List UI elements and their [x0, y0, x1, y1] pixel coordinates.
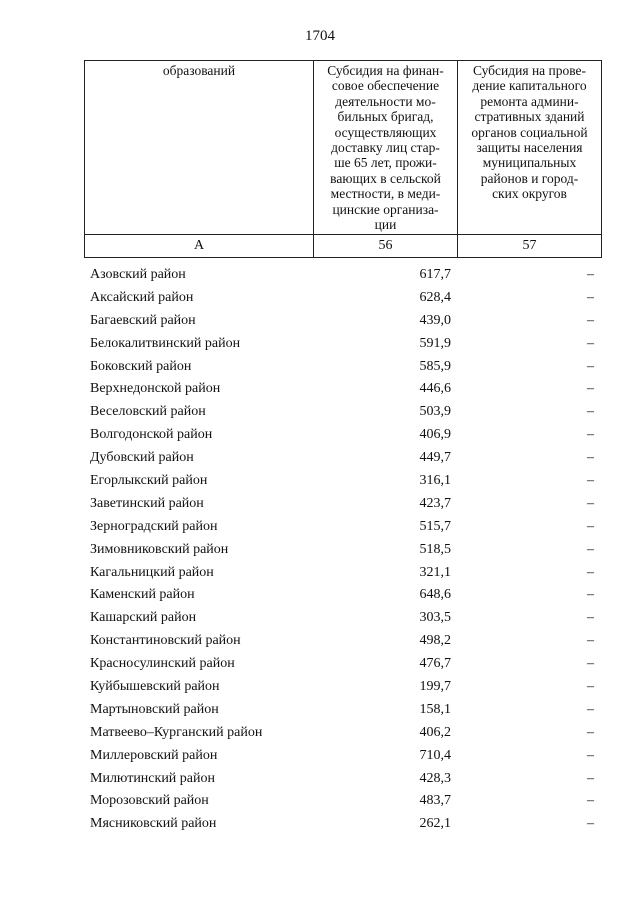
column-numbering-row — [85, 235, 602, 258]
value-col-56: 199,7 — [419, 679, 451, 695]
value-col-57: – — [587, 770, 594, 786]
municipality-name: Кагальницкий район — [90, 564, 214, 580]
table-row — [0, 401, 640, 424]
municipality-name: Зерноградский район — [90, 518, 218, 534]
value-col-57: – — [587, 724, 594, 740]
municipality-name: Азовский район — [90, 267, 186, 282]
table-row — [0, 813, 640, 836]
table-body — [0, 264, 640, 836]
value-col-56: 518,5 — [419, 541, 451, 557]
value-col-56: 439,0 — [419, 312, 451, 328]
table-row — [0, 287, 640, 310]
table-row — [0, 630, 640, 653]
value-col-56: 628,4 — [419, 289, 451, 305]
value-col-57: – — [587, 450, 594, 466]
municipality-name: Морозовский район — [90, 793, 209, 809]
municipality-name: Заветинский район — [90, 495, 204, 511]
municipality-name: Багаевский район — [90, 312, 196, 328]
value-col-56: 316,1 — [419, 473, 451, 489]
municipality-name: Красносулинский район — [90, 656, 235, 672]
value-col-56: 591,9 — [419, 335, 451, 351]
value-col-56: 428,3 — [419, 770, 451, 786]
municipality-name: Каменский район — [90, 587, 195, 603]
value-col-56: 406,2 — [419, 724, 451, 740]
table-row — [0, 722, 640, 745]
header-cell-57 — [458, 61, 602, 235]
municipality-name: Дубовский район — [90, 450, 194, 466]
value-col-56: 585,9 — [419, 358, 451, 374]
value-col-56: 303,5 — [419, 610, 451, 626]
municipality-name: Мартыновский район — [90, 701, 219, 717]
value-col-57: – — [587, 541, 594, 557]
table-row — [0, 493, 640, 516]
value-col-57: – — [587, 587, 594, 603]
value-col-57: – — [587, 564, 594, 580]
value-col-57: – — [587, 335, 594, 351]
value-col-56: 648,6 — [419, 587, 451, 603]
value-col-57: – — [587, 656, 594, 672]
page-number: 1704 — [305, 28, 335, 44]
header-56-label: Субсидия на финан- совое обеспечение деятельности мо- бильных бригад, осуществляющих доставку лиц стар- ше 65 лет, прожи- вающих в сельской местности, в меди- цинские организа- ции — [327, 63, 444, 233]
header-cell-municipality — [85, 61, 314, 235]
table-row — [0, 653, 640, 676]
value-col-57: – — [587, 289, 594, 305]
value-col-57: – — [587, 358, 594, 374]
value-col-57: – — [587, 381, 594, 397]
value-col-56: 617,7 — [419, 267, 451, 282]
municipality-name: Веселовский район — [90, 404, 206, 420]
municipality-name: Волгодонской район — [90, 427, 213, 443]
value-col-56: 423,7 — [419, 495, 451, 511]
municipality-name: Боковский район — [90, 358, 192, 374]
value-col-57: – — [587, 793, 594, 809]
municipality-name: Белокалитвинский район — [90, 335, 241, 351]
municipality-name: Егорлыкский район — [90, 473, 208, 489]
table-row — [0, 745, 640, 768]
value-col-57: – — [587, 679, 594, 695]
column-number-a: А — [85, 235, 314, 258]
municipality-name: Константиновский район — [90, 633, 241, 649]
column-number-57: 57 — [458, 235, 602, 258]
table-row — [0, 378, 640, 401]
table-row — [0, 356, 640, 379]
value-col-56: 498,2 — [419, 633, 451, 649]
table-row — [0, 424, 640, 447]
table-row — [0, 768, 640, 791]
value-col-57: – — [587, 312, 594, 328]
table-row — [0, 790, 640, 813]
table-row — [0, 539, 640, 562]
table-header — [84, 60, 602, 258]
municipality-name: Милютинский район — [90, 770, 216, 786]
value-col-57: – — [587, 816, 594, 832]
value-col-57: – — [587, 610, 594, 626]
header-cell-56 — [314, 61, 458, 235]
value-col-57: – — [587, 701, 594, 717]
table-row — [0, 562, 640, 585]
municipality-name: Кашарский район — [90, 610, 197, 626]
municipality-name: Матвеево–Курганский район — [90, 724, 263, 740]
table-row — [0, 447, 640, 470]
table-row — [0, 470, 640, 493]
value-col-56: 406,9 — [419, 427, 451, 443]
table-row — [0, 310, 640, 333]
header-row — [85, 61, 602, 235]
municipality-name: Миллеровский район — [90, 747, 218, 763]
value-col-57: – — [587, 747, 594, 763]
value-col-56: 446,6 — [419, 381, 451, 397]
table-row — [0, 264, 640, 287]
header-57-label: Субсидия на прове- дение капитального ремонта админи- стративных зданий органов социальной защиты населения муниципальных районов и город- ских округов — [471, 63, 588, 202]
value-col-57: – — [587, 518, 594, 534]
value-col-56: 262,1 — [419, 816, 451, 832]
column-number-56: 56 — [314, 235, 458, 258]
table-row — [0, 584, 640, 607]
municipality-name: Аксайский район — [90, 289, 194, 305]
value-col-57: – — [587, 495, 594, 511]
municipality-name: Верхнедонской район — [90, 381, 221, 397]
value-col-56: 710,4 — [419, 747, 451, 763]
table-row — [0, 516, 640, 539]
value-col-57: – — [587, 404, 594, 420]
value-col-57: – — [587, 633, 594, 649]
value-col-56: 483,7 — [419, 793, 451, 809]
value-col-57: – — [587, 473, 594, 489]
value-col-57: – — [587, 427, 594, 443]
header-municipality-label: образований — [162, 63, 236, 78]
municipality-name: Куйбышевский район — [90, 679, 220, 695]
municipality-name: Мясниковский район — [90, 816, 217, 832]
table-row — [0, 333, 640, 356]
value-col-56: 515,7 — [419, 518, 451, 534]
value-col-56: 503,9 — [419, 404, 451, 420]
municipality-name: Зимовниковский район — [90, 541, 229, 557]
table-row — [0, 699, 640, 722]
value-col-56: 449,7 — [419, 450, 451, 466]
value-col-57: – — [587, 267, 594, 282]
table-row — [0, 676, 640, 699]
value-col-56: 476,7 — [419, 656, 451, 672]
table-row — [0, 607, 640, 630]
value-col-56: 158,1 — [419, 701, 451, 717]
value-col-56: 321,1 — [419, 564, 451, 580]
